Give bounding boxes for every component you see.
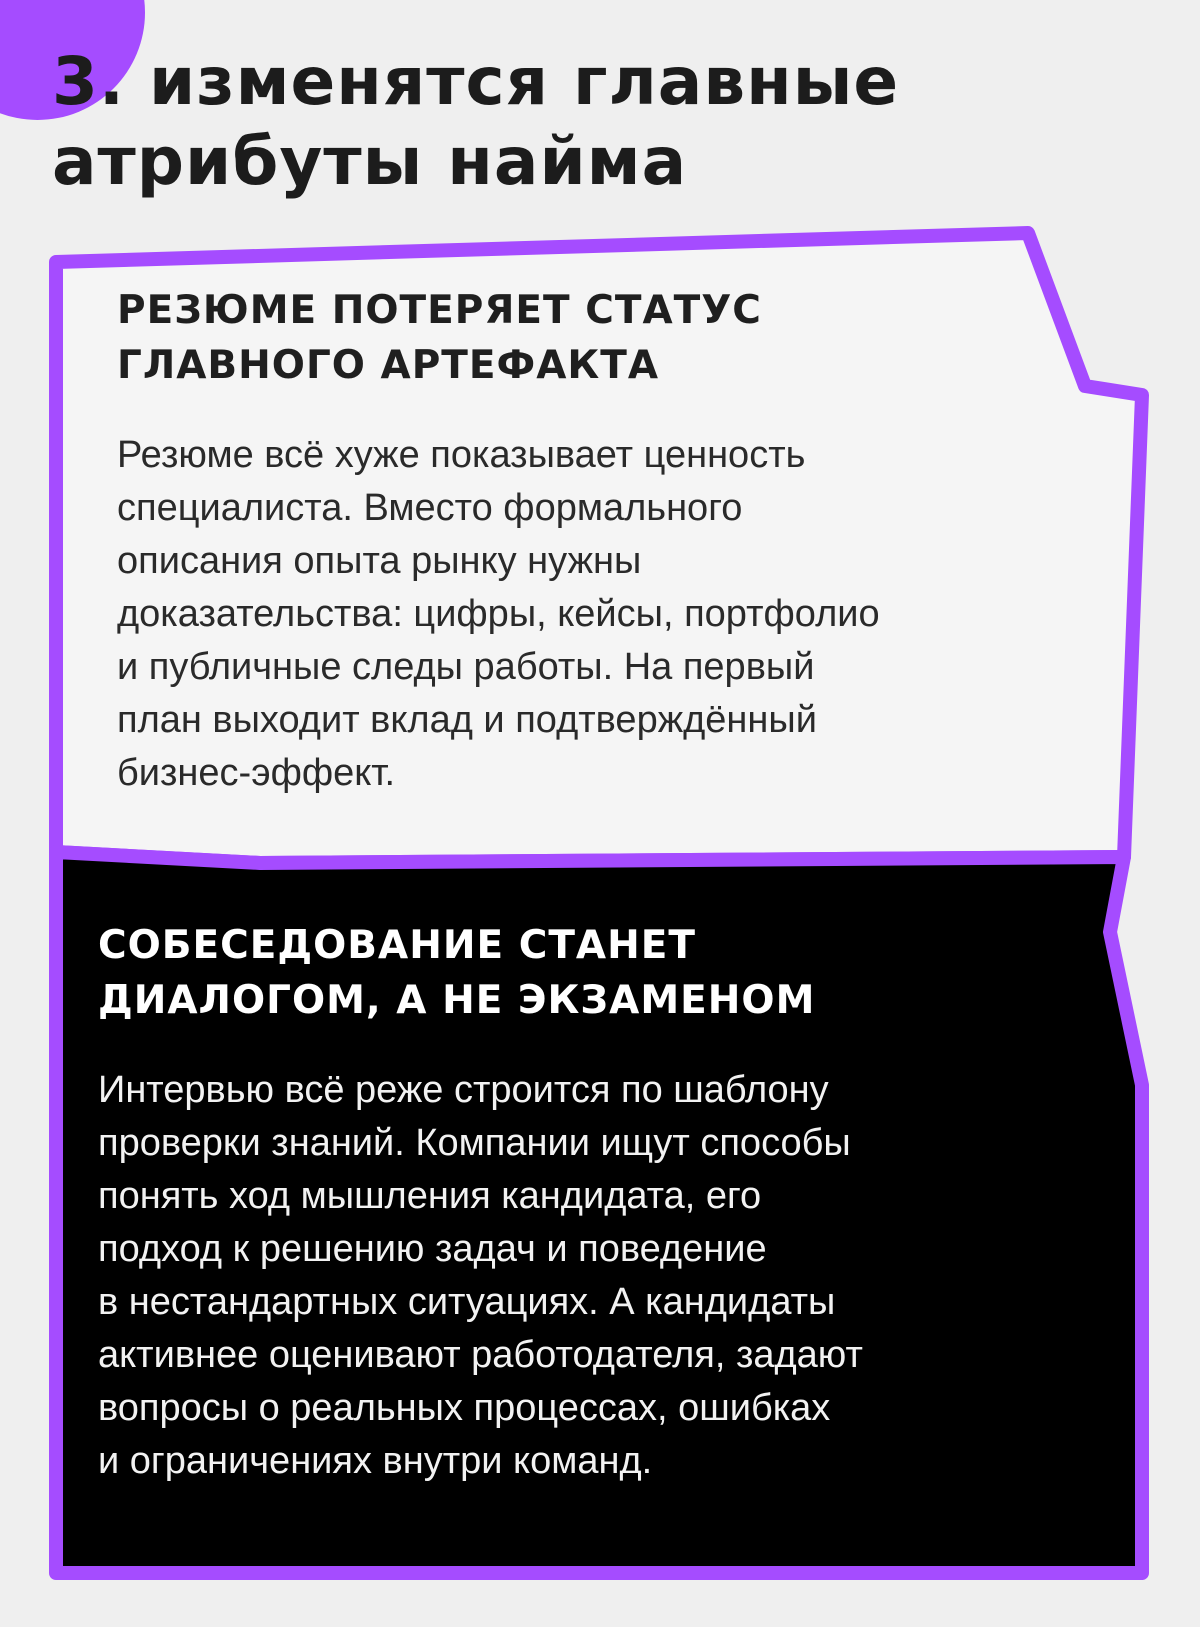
body-line: Интервью всё реже строится по шаблону <box>98 1069 829 1111</box>
body-line: вопросы о реальных процессах, ошибках <box>98 1387 831 1429</box>
interview-card-body <box>98 1064 1098 1488</box>
body-line: подход к решению задач и поведение <box>98 1228 767 1270</box>
heading-line: РЕЗЮМЕ ПОТЕРЯЕТ СТАТУС <box>117 288 762 333</box>
body-line: специалиста. Вместо формального <box>117 487 743 529</box>
body-line: понять ход мышления кандидата, его <box>98 1175 762 1217</box>
resume-card-heading <box>117 283 1077 393</box>
body-line: доказательства: цифры, кейсы, портфолио <box>117 593 880 635</box>
heading-line: СОБЕСЕДОВАНИЕ СТАНЕТ <box>98 923 696 968</box>
body-line: проверки знаний. Компании ищут способы <box>98 1122 851 1164</box>
body-line: и ограничениях внутри команд. <box>98 1440 653 1482</box>
resume-card <box>117 283 1077 800</box>
resume-card-body <box>117 429 1077 800</box>
body-line: план выходит вклад и подтверждённый <box>117 699 817 741</box>
body-line: бизнес-эффект. <box>117 752 396 794</box>
heading-line: ДИАЛОГОМ, А НЕ ЭКЗАМЕНОМ <box>98 978 816 1023</box>
interview-card-heading <box>98 918 1098 1028</box>
body-line: описания опыта рынку нужны <box>117 540 642 582</box>
interview-card <box>98 918 1098 1488</box>
heading-line: ГЛАВНОГО АРТЕФАКТА <box>117 343 660 388</box>
body-line: активнее оценивают работодателя, задают <box>98 1334 863 1376</box>
title-line: 3. изменятся главные <box>52 43 900 120</box>
body-line: в нестандартных ситуациях. А кандидаты <box>98 1281 836 1323</box>
title-line: атрибуты найма <box>52 123 688 200</box>
body-line: Резюме всё хуже показывает ценность <box>117 434 806 476</box>
body-line: и публичные следы работы. На первый <box>117 646 815 688</box>
